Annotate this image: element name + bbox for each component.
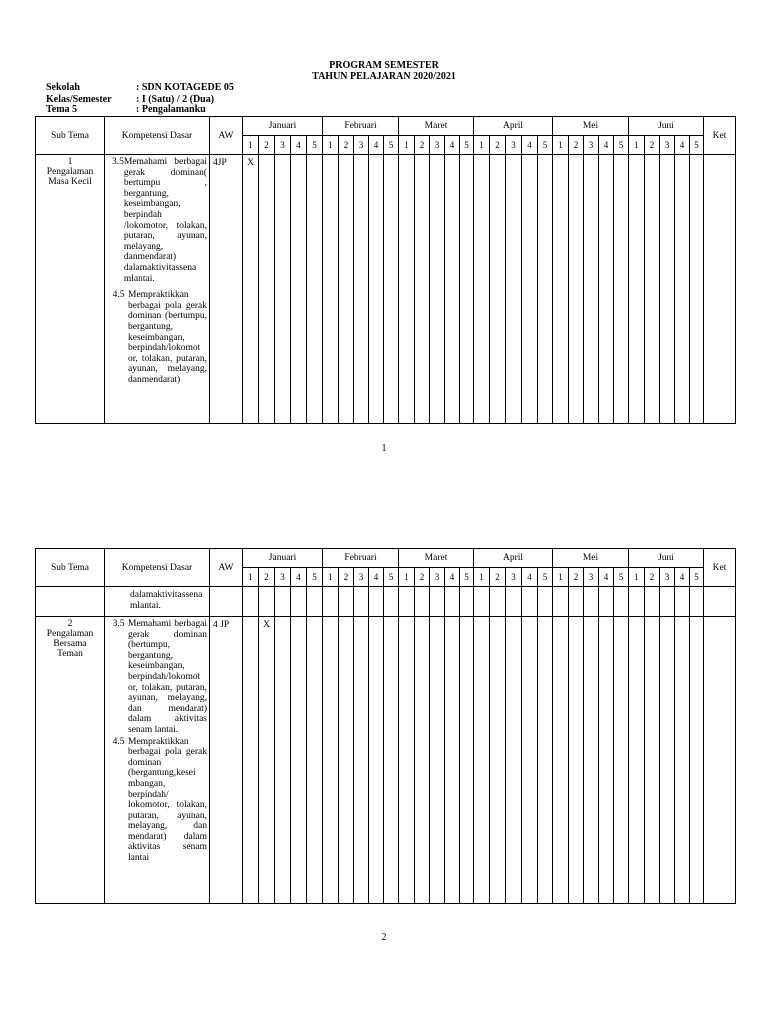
week-number: 2: [415, 136, 430, 155]
week-number: 3: [506, 136, 522, 155]
kd-number: 4.5: [112, 290, 125, 301]
kd-text: Mempraktikkan berbagai pola gerak dominan (bergantung,kesei mbangan, berpindah/ lokomotor, tolakan, putaran, ayunan, melayang, dan mendarat) dalam aktivitas senam lantai: [128, 736, 207, 864]
header-month: April: [474, 117, 553, 136]
schedule-cell: [384, 617, 399, 904]
kd-continued-text: dalamaktivitassena mlantai.: [130, 590, 203, 611]
schedule-cell: [553, 617, 569, 904]
schedule-cell: [584, 617, 599, 904]
info-class-value: : I (Satu) / 2 (Dua): [136, 94, 215, 105]
header-month: Januari: [243, 117, 323, 136]
schedule-cell: [614, 587, 629, 617]
schedule-cell: [599, 587, 614, 617]
info-theme: [46, 104, 206, 115]
header-month: Mei: [553, 549, 629, 568]
week-number: 1: [243, 568, 259, 587]
week-number: 5: [690, 568, 704, 587]
week-number: 1: [243, 136, 259, 155]
schedule-cell: [645, 617, 660, 904]
header-kompetensi-dasar: Kompetensi Dasar: [105, 549, 210, 587]
schedule-cell: [690, 617, 704, 904]
schedule-cell: [584, 587, 599, 617]
kd-number: 3.5: [112, 157, 124, 167]
schedule-cell: [506, 617, 522, 904]
header-month: Maret: [399, 549, 474, 568]
week-number: 3: [275, 136, 291, 155]
week-number: 2: [415, 568, 430, 587]
schedule-cell: [490, 587, 506, 617]
schedule-cell: [399, 617, 415, 904]
kd-item: [109, 737, 207, 864]
schedule-cell: [430, 155, 445, 424]
schedule-cell: [538, 155, 553, 424]
info-school: [46, 82, 234, 93]
week-number: 2: [645, 568, 660, 587]
week-number: 1: [399, 568, 415, 587]
subtema-number: 2: [67, 619, 73, 629]
schedule-cell: [569, 617, 584, 904]
info-school-key: Sekolah: [46, 82, 80, 93]
header-month: Juni: [629, 549, 704, 568]
schedule-cell: [259, 155, 275, 424]
schedule-cell: [553, 587, 569, 617]
document-title: PROGRAM SEMESTER: [329, 60, 439, 71]
week-number: 1: [399, 136, 415, 155]
week-number: 2: [645, 136, 660, 155]
week-number: 3: [584, 136, 599, 155]
header-ket: Ket: [704, 117, 736, 155]
schedule-cell: [275, 587, 291, 617]
week-number: 4: [522, 568, 538, 587]
schedule-cell: [490, 617, 506, 904]
week-number: 4: [599, 568, 614, 587]
schedule-cell: [430, 617, 445, 904]
schedule-cell: [354, 587, 369, 617]
week-number: 5: [307, 136, 323, 155]
header-month: Maret: [399, 117, 474, 136]
week-number: 5: [384, 136, 399, 155]
subtema-name: Pengalaman Bersama Teman: [46, 629, 94, 659]
week-number: 3: [354, 136, 369, 155]
schedule-cell: [369, 155, 384, 424]
header-month: Februari: [323, 549, 399, 568]
schedule-mark: X: [259, 617, 275, 904]
schedule-cell: [369, 617, 384, 904]
header-month: Januari: [243, 549, 323, 568]
ket-cell: [704, 587, 736, 617]
week-number: 4: [675, 136, 690, 155]
schedule-cell: [415, 155, 430, 424]
week-number: 5: [307, 568, 323, 587]
week-number: 5: [690, 136, 704, 155]
schedule-cell: [399, 155, 415, 424]
week-number: 3: [275, 568, 291, 587]
schedule-cell: [323, 617, 339, 904]
header-aw: AW: [210, 117, 243, 155]
week-number: 5: [384, 568, 399, 587]
kd-number: 3.5: [112, 619, 125, 629]
schedule-cell: [506, 155, 522, 424]
info-class-key: Kelas/Semester: [46, 94, 112, 105]
week-number: 2: [259, 568, 275, 587]
subtema-cell: [36, 587, 105, 617]
schedule-cell: [460, 617, 474, 904]
schedule-cell: [307, 617, 323, 904]
schedule-cell: [339, 617, 354, 904]
kd-text: Memahami berbagai gerak dominan (bertumpu, bergantung, keseimbangan, berpindah/lokomot or, tolakan, putaran, ayunan, melayang, dan mendarat) dalam aktivitas senam lantai.: [128, 619, 207, 735]
schedule-cell: [553, 155, 569, 424]
kd-number: 4.5: [112, 736, 125, 747]
aw-cell: 4 JP: [210, 617, 243, 904]
header-sub-tema: Sub Tema: [36, 549, 105, 587]
week-number: 4: [369, 568, 384, 587]
week-number: 3: [660, 568, 675, 587]
week-number: 5: [460, 136, 474, 155]
schedule-cell: [660, 617, 675, 904]
ket-cell: [704, 617, 736, 904]
subtema-cell: [36, 617, 105, 904]
week-number: 1: [629, 568, 645, 587]
schedule-cell: [243, 587, 259, 617]
aw-cell: 4JP: [210, 155, 243, 424]
week-number: 4: [445, 136, 460, 155]
schedule-cell: [339, 587, 354, 617]
schedule-cell: [259, 587, 275, 617]
kd-text: Memahami berbagai gerak dominan( bertumpu , bergantung, keseimbangan, berpindah /lokomotor, tolakan, putaran, ayunan, melayang, danmendarat) dalamaktivitassena mlantai.: [123, 157, 207, 284]
schedule-cell: [460, 587, 474, 617]
schedule-cell: [522, 617, 538, 904]
kd-cell: [105, 587, 210, 617]
week-number: 5: [538, 136, 553, 155]
schedule-cell: [430, 587, 445, 617]
week-number: 2: [259, 136, 275, 155]
schedule-cell: [460, 155, 474, 424]
schedule-cell: [445, 587, 460, 617]
schedule-cell: [675, 155, 690, 424]
header-month: Mei: [553, 117, 629, 136]
header-sub-tema: Sub Tema: [36, 117, 105, 155]
week-number: 3: [354, 568, 369, 587]
schedule-cell: [243, 617, 259, 904]
schedule-cell: [474, 617, 490, 904]
week-number: 3: [430, 568, 445, 587]
info-school-value: : SDN KOTAGEDE 05: [136, 82, 234, 93]
kd-text: Mempraktikkan berbagai pola gerak dominan (bertumpu, bergantung, keseimbangan, berpindah/lokomot or, tolakan, putaran, ayunan, melayang, danmendarat): [128, 290, 207, 385]
week-number: 2: [569, 568, 584, 587]
schedule-cell: [474, 587, 490, 617]
schedule-cell: [569, 587, 584, 617]
kd-item: [109, 619, 207, 736]
week-number: 1: [629, 136, 645, 155]
schedule-mark: X: [243, 155, 259, 424]
week-number: 5: [538, 568, 553, 587]
header-kompetensi-dasar: Kompetensi Dasar: [105, 117, 210, 155]
week-number: 3: [660, 136, 675, 155]
schedule-cell: [584, 155, 599, 424]
header-ket: Ket: [704, 549, 736, 587]
schedule-cell: [645, 155, 660, 424]
schedule-cell: [291, 155, 307, 424]
semester-table-page2: [35, 548, 736, 904]
subtema-name: Pengalaman Masa Kecil: [46, 167, 94, 187]
schedule-cell: [599, 155, 614, 424]
subtema-number: 1: [67, 157, 73, 167]
schedule-cell: [675, 587, 690, 617]
schedule-cell: [354, 155, 369, 424]
schedule-cell: [629, 155, 645, 424]
week-number: 2: [569, 136, 584, 155]
schedule-cell: [675, 617, 690, 904]
week-number: 2: [339, 136, 354, 155]
kd-cell: [105, 155, 210, 424]
schedule-cell: [490, 155, 506, 424]
week-number: 1: [474, 568, 490, 587]
schedule-cell: [538, 617, 553, 904]
week-number: 3: [506, 568, 522, 587]
schedule-cell: [522, 587, 538, 617]
schedule-cell: [307, 587, 323, 617]
schedule-cell: [399, 587, 415, 617]
schedule-cell: [445, 155, 460, 424]
page-number: 2: [381, 932, 387, 943]
week-number: 4: [522, 136, 538, 155]
header-month: Juni: [629, 117, 704, 136]
schedule-cell: [275, 617, 291, 904]
ket-cell: [704, 155, 736, 424]
header-month: Februari: [323, 117, 399, 136]
schedule-cell: [307, 155, 323, 424]
schedule-cell: [474, 155, 490, 424]
week-number: 4: [369, 136, 384, 155]
header-month: April: [474, 549, 553, 568]
week-number: 2: [490, 568, 506, 587]
page-number: 1: [381, 443, 387, 454]
schedule-cell: [506, 587, 522, 617]
schedule-cell: [690, 155, 704, 424]
schedule-cell: [323, 155, 339, 424]
schedule-cell: [629, 587, 645, 617]
week-number: 1: [323, 136, 339, 155]
info-theme-value: : Pengalamanku: [136, 104, 206, 115]
week-number: 1: [474, 136, 490, 155]
kd-item: [109, 290, 207, 385]
document-subtitle: TAHUN PELAJARAN 2020/2021: [312, 71, 456, 82]
week-number: 4: [675, 568, 690, 587]
week-number: 5: [460, 568, 474, 587]
week-number: 1: [553, 136, 569, 155]
schedule-cell: [384, 587, 399, 617]
schedule-cell: [339, 155, 354, 424]
week-number: 2: [490, 136, 506, 155]
schedule-cell: [415, 617, 430, 904]
week-number: 2: [339, 568, 354, 587]
kd-item: [112, 157, 207, 284]
schedule-cell: [645, 587, 660, 617]
week-number: 1: [323, 568, 339, 587]
schedule-cell: [415, 587, 430, 617]
schedule-cell: [445, 617, 460, 904]
schedule-cell: [291, 617, 307, 904]
schedule-cell: [369, 587, 384, 617]
schedule-cell: [660, 155, 675, 424]
week-number: 5: [614, 568, 629, 587]
info-theme-key: Tema 5: [46, 104, 78, 115]
schedule-cell: [522, 155, 538, 424]
schedule-cell: [614, 617, 629, 904]
week-number: 5: [614, 136, 629, 155]
week-number: 4: [291, 136, 307, 155]
schedule-cell: [384, 155, 399, 424]
semester-table-page1: [35, 116, 736, 424]
schedule-cell: [629, 617, 645, 904]
subtema-cell: [36, 155, 105, 424]
week-number: 4: [599, 136, 614, 155]
week-number: 4: [445, 568, 460, 587]
header-aw: AW: [210, 549, 243, 587]
week-number: 3: [584, 568, 599, 587]
schedule-cell: [660, 587, 675, 617]
schedule-cell: [323, 587, 339, 617]
week-number: 4: [291, 568, 307, 587]
schedule-cell: [614, 155, 629, 424]
aw-cell: [210, 587, 243, 617]
kd-cell: [105, 617, 210, 904]
schedule-cell: [291, 587, 307, 617]
week-number: 1: [553, 568, 569, 587]
schedule-cell: [275, 155, 291, 424]
week-number: 3: [430, 136, 445, 155]
schedule-cell: [569, 155, 584, 424]
schedule-cell: [354, 617, 369, 904]
schedule-cell: [690, 587, 704, 617]
schedule-cell: [538, 587, 553, 617]
schedule-cell: [599, 617, 614, 904]
